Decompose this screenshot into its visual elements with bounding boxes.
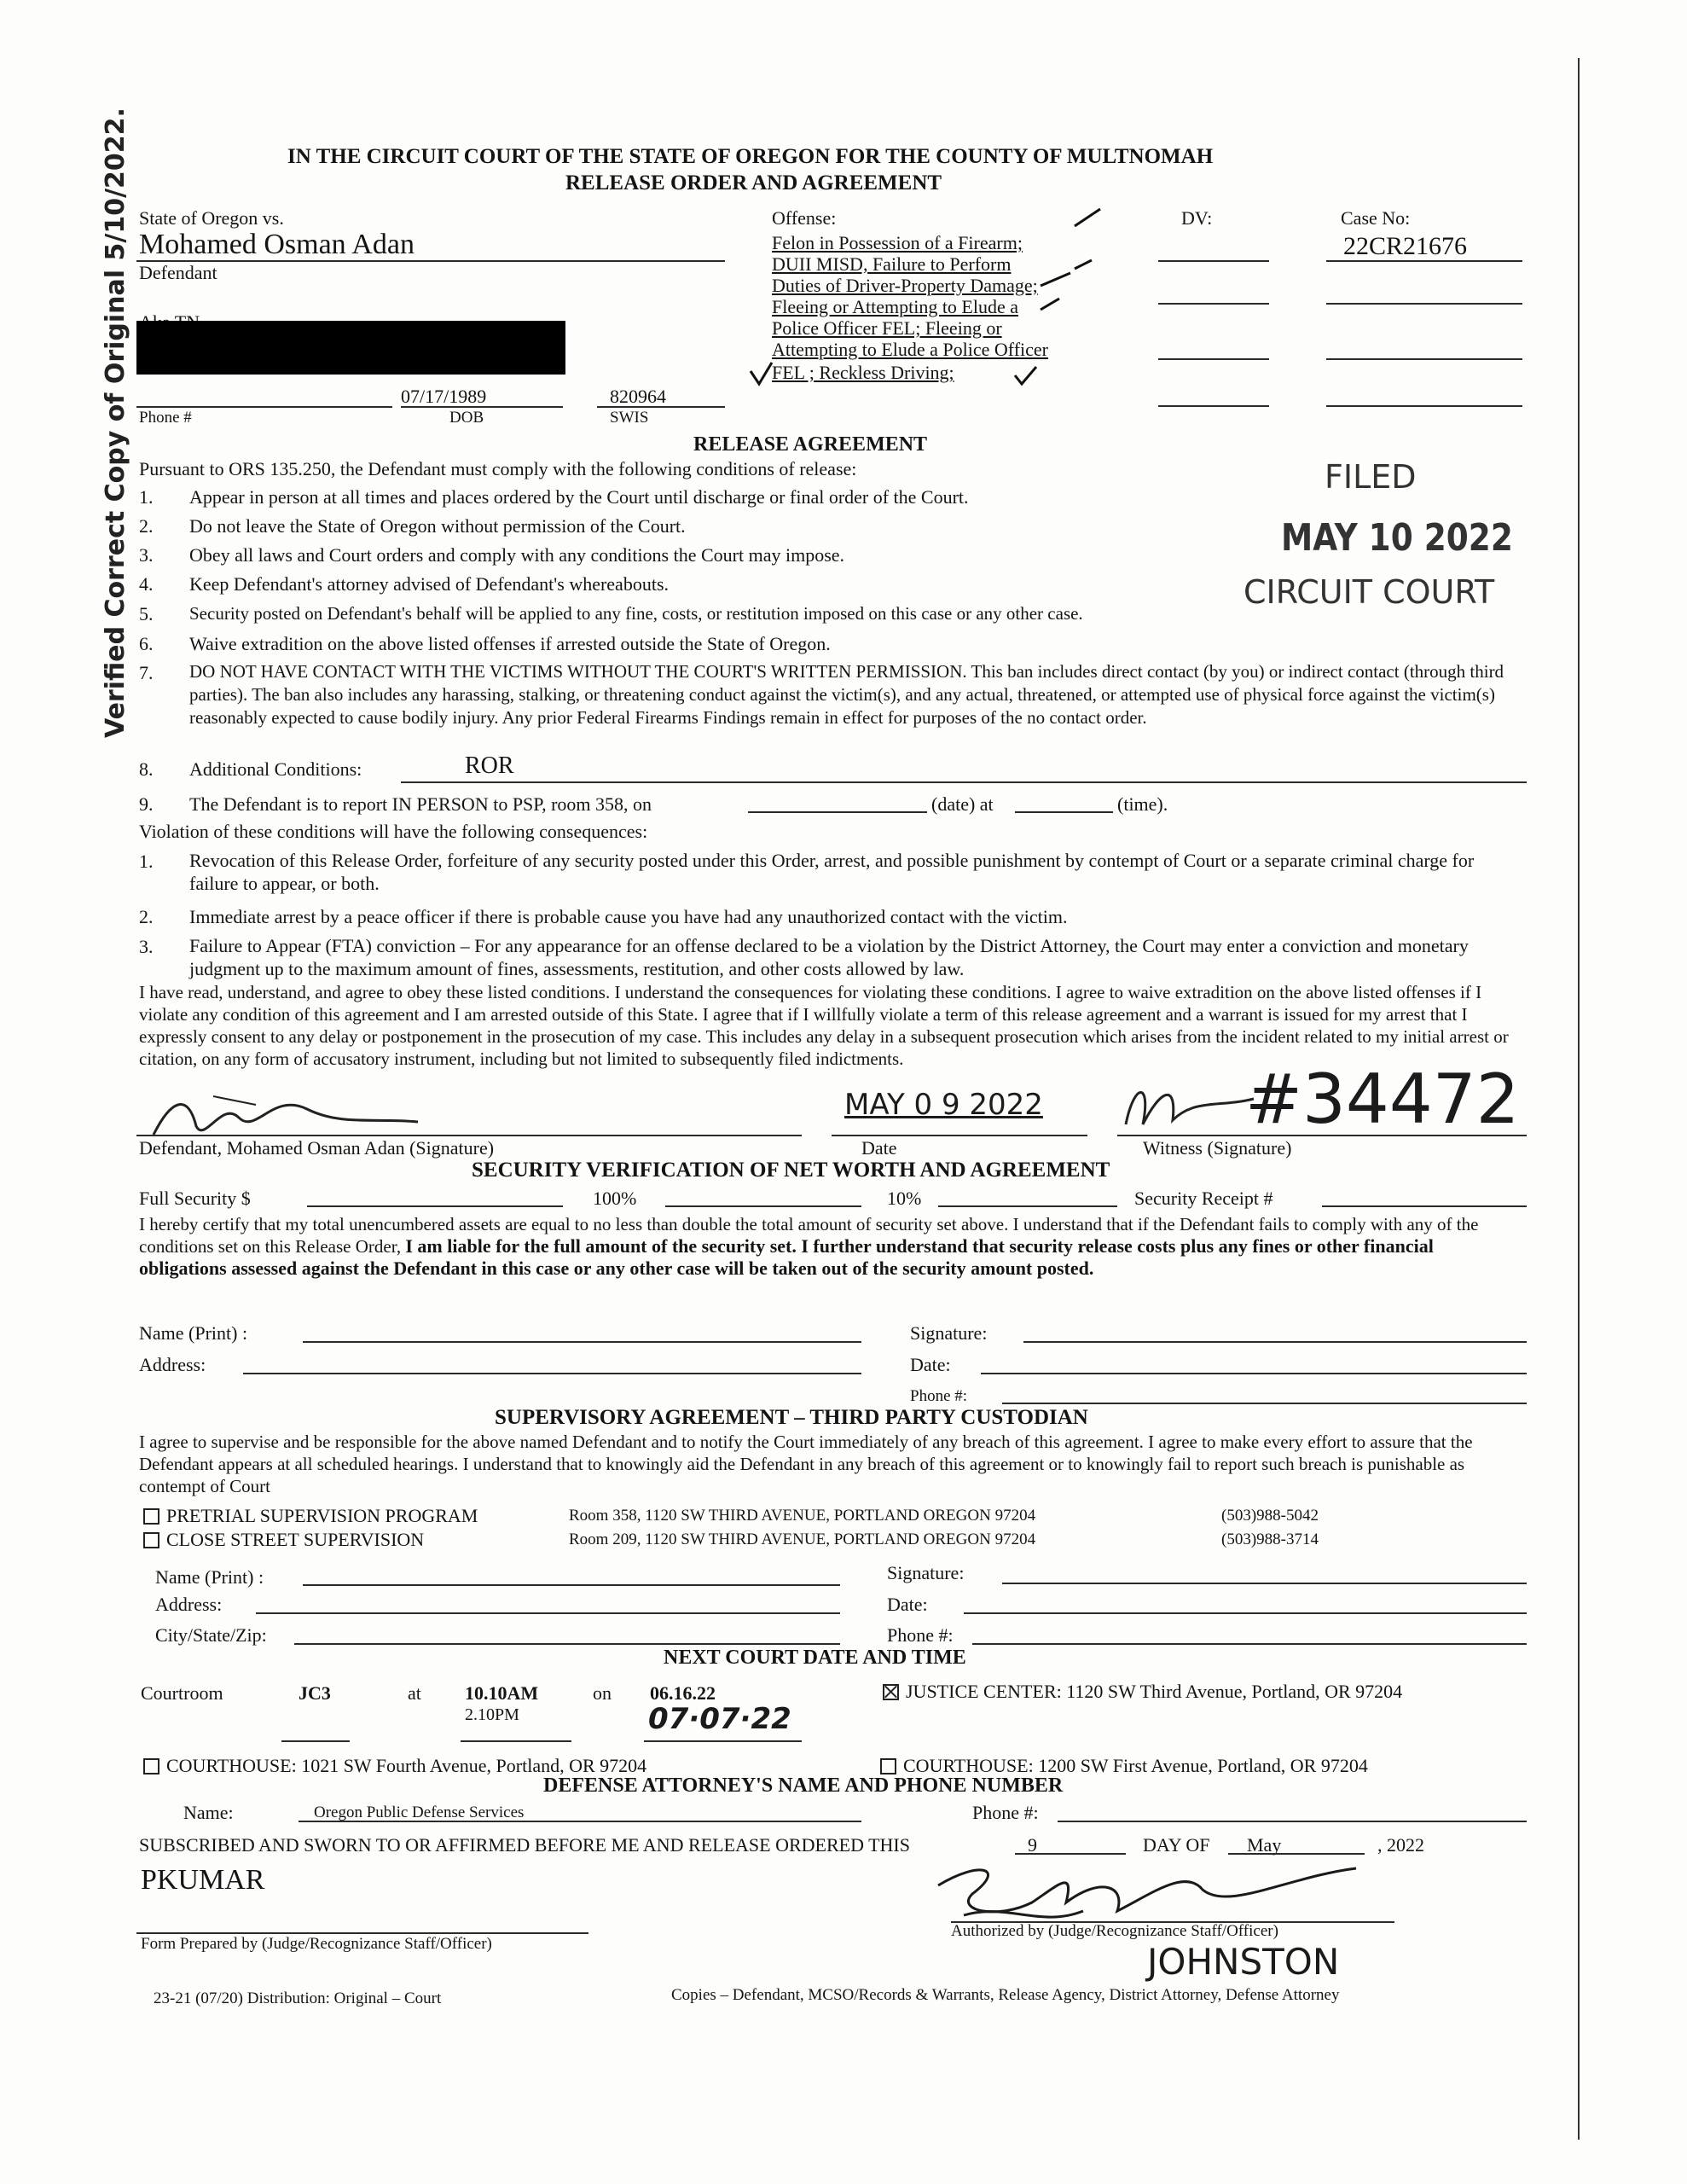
security-phone-label: Phone #: xyxy=(910,1387,968,1405)
consequence-item: Failure to Appear (FTA) conviction – For any appearance for an offense declared to be a violation by the District Attorney, the Court may enter a conviction and monetary judgment up to the maximum amount of fines, assessments, restitution, and other costs allowed by law. xyxy=(189,935,1469,979)
close-street-checkbox[interactable] xyxy=(143,1532,159,1548)
court-time-2: 2.10PM xyxy=(465,1705,519,1724)
justice-center-checkbox[interactable] xyxy=(883,1684,899,1700)
security-signature-label: Signature: xyxy=(910,1322,988,1344)
case-no-label: Case No: xyxy=(1341,207,1411,229)
consequence-item: Immediate arrest by a peace officer if there is probable cause you have had any unauthorized contact with the victim. xyxy=(189,906,1068,927)
offense-line: Felon in Possession of a Firearm; xyxy=(772,232,1023,253)
authorized-by-label: Authorized by (Judge/Recognizance Staff/Officer) xyxy=(951,1922,1278,1940)
defendant-sign-date: MAY 0 9 2022 xyxy=(844,1088,1043,1122)
prepared-by-name: PKUMAR xyxy=(141,1864,265,1896)
supervisory-text: I agree to supervise and be responsible for the above named Defendant and to notify the Court immediately of any breach of this agreement. I agree to make every effort to assure that the Defendant appears at all scheduled hearings. I understand that to knowingly aid the Defendant in any breach of this agreement or to knowingly fail to report such breach is punishable as contempt of Court xyxy=(139,1432,1473,1496)
filed-stamp-label: FILED xyxy=(1325,458,1417,496)
justice-center-option[interactable] xyxy=(883,1681,1402,1703)
condition-item: Waive extradition on the above listed offenses if arrested outside the State of Oregon. xyxy=(189,633,831,654)
violation-intro: Violation of these conditions will have the following consequences: xyxy=(139,821,648,842)
at-label: at xyxy=(408,1682,421,1704)
condition-item: Security posted on Defendant's behalf will be applied to any fine, costs, or restitution imposed on this case or any other case. xyxy=(189,603,1083,624)
justice-center-address: JUSTICE CENTER: 1120 SW Third Avenue, Portland, OR 97204 xyxy=(906,1681,1403,1702)
program-option-close-street[interactable] xyxy=(143,1529,424,1551)
copies-distribution: Copies – Defendant, MCSO/Records & Warrants, Release Agency, District Attorney, Defense Attorney xyxy=(671,1986,1340,2004)
checkmark-annotations xyxy=(733,200,1126,397)
security-100-percent: 100% xyxy=(593,1188,637,1209)
filed-stamp-court: CIRCUIT COURT xyxy=(1244,573,1495,611)
court-title: IN THE CIRCUIT COURT OF THE STATE OF OREGON FOR THE COUNTY OF MULTNOMAH xyxy=(287,145,1214,168)
filed-stamp-date: MAY 10 2022 xyxy=(1281,516,1513,560)
custodian-name-label: Name (Print) : xyxy=(155,1566,264,1588)
prepared-by-label: Form Prepared by (Judge/Recognizance Staff/Officer) xyxy=(141,1935,492,1953)
court-date: 06.16.22 xyxy=(650,1682,716,1704)
document-title: RELEASE ORDER AND AGREEMENT xyxy=(565,171,942,195)
verified-copy-stamp: Verified Correct Copy of Original 5/10/2022. xyxy=(101,107,130,738)
additional-conditions-label: Additional Conditions: xyxy=(189,758,362,780)
release-intro: Pursuant to ORS 135.250, the Defendant must comply with the following conditions of release: xyxy=(139,458,857,479)
custodian-signature-label: Signature: xyxy=(887,1562,965,1583)
offense-line: Attempting to Elude a Police Officer xyxy=(772,339,1049,360)
courtroom-label: Courtroom xyxy=(141,1682,223,1704)
authorized-by-name: JOHNSTON xyxy=(1147,1941,1340,1983)
security-certification xyxy=(139,1213,1521,1280)
security-cert-text: I hereby certify that my total unencumbered assets are equal to no less than double the total amount of security set above. I understand that if the Defendant fails to comply with any of the conditions set on this Release Order, xyxy=(139,1214,1479,1257)
program-phone: (503)988-5042 xyxy=(1221,1507,1319,1525)
dob-label: DOB xyxy=(449,409,484,427)
sworn-day-of: DAY OF xyxy=(1143,1834,1210,1856)
witness-signature xyxy=(1109,1073,1262,1141)
offense-line: DUII MISD, Failure to Perform xyxy=(772,253,1012,275)
custodian-city-label: City/State/Zip: xyxy=(155,1624,267,1646)
case-number: 22CR21676 xyxy=(1343,232,1468,260)
report-instruction: The Defendant is to report IN PERSON to PSP, room 358, on xyxy=(189,793,652,815)
page-edge-line xyxy=(1578,58,1580,2140)
condition-item: Obey all laws and Court orders and comply with any conditions the Court may impose. xyxy=(189,544,845,566)
sworn-day: 9 xyxy=(1028,1834,1037,1856)
defendant-label: Defendant xyxy=(139,262,217,283)
no-contact-condition: DO NOT HAVE CONTACT WITH THE VICTIMS WITHOUT THE COURT'S WRITTEN PERMISSION. This ban includes direct contact (by you) or indirect contact (through third parties). The ban also includes any harassing, stalking, or threatening conduct against the victim(s), and any actual, threatened, or attempted use of physical force against the victim(s) reasonably expected to cause bodily injury. Any prior Federal Firearms Findings remain in effect for purposes of the no contact order. xyxy=(189,661,1504,728)
offense-line: Fleeing or Attempting to Elude a xyxy=(772,296,1019,317)
pretrial-checkbox[interactable] xyxy=(143,1508,159,1525)
dob-value: 07/17/1989 xyxy=(401,386,487,407)
sign-date-label: Date xyxy=(861,1137,897,1159)
handwritten-court-date: 07·07·22 xyxy=(648,1702,791,1736)
program-room: Room 209, 1120 SW THIRD AVENUE, PORTLAND OREGON 97204 xyxy=(569,1531,1036,1548)
dv-label: DV: xyxy=(1181,207,1213,229)
courthouse-first-address: COURTHOUSE: 1200 SW First Avenue, Portland, OR 97204 xyxy=(903,1755,1368,1776)
witness-number: #34472 xyxy=(1245,1060,1520,1139)
program-option-pretrial[interactable] xyxy=(143,1505,478,1527)
swis-label: SWIS xyxy=(610,409,649,427)
report-date-label: (date) at xyxy=(931,793,994,815)
courthouse-fourth-checkbox[interactable] xyxy=(143,1758,159,1774)
courthouse-first-checkbox[interactable] xyxy=(880,1758,896,1774)
form-id: 23-21 (07/20) Distribution: Original – Court xyxy=(154,1989,442,2007)
program-room: Room 358, 1120 SW THIRD AVENUE, PORTLAND OREGON 97204 xyxy=(569,1507,1036,1525)
security-receipt-label: Security Receipt # xyxy=(1134,1188,1273,1209)
sworn-year: , 2022 xyxy=(1377,1834,1424,1856)
swis-value: 820964 xyxy=(610,386,666,407)
witness-label: Witness (Signature) xyxy=(1143,1137,1292,1159)
court-time-1: 10.10AM xyxy=(465,1682,539,1704)
security-cert-bold: I am liable for the full amount of the security set. I further understand that security release costs plus any fines or other financial obligations assessed against the Defendant in this case or any other case will be taken out of the security amount posted. xyxy=(139,1235,1434,1279)
state-label: State of Oregon vs. xyxy=(139,207,284,229)
custodian-phone-label: Phone #: xyxy=(887,1624,954,1646)
supervisory-heading: SUPERVISORY AGREEMENT – THIRD PARTY CUSTODIAN xyxy=(495,1406,1088,1429)
additional-conditions-value: ROR xyxy=(465,752,514,779)
defendant-name: Mohamed Osman Adan xyxy=(139,229,415,260)
defendant-signature-label: Defendant, Mohamed Osman Adan (Signature) xyxy=(139,1137,495,1159)
courtroom-value: JC3 xyxy=(299,1682,331,1704)
security-name-label: Name (Print) : xyxy=(139,1322,248,1344)
security-date-label: Date: xyxy=(910,1354,951,1375)
acknowledgment-paragraph: I have read, understand, and agree to obey these listed conditions. I understand the consequences for violating these conditions. I agree to waive extradition on the above listed offenses if I violate any condition of this agreement and I am arrested outside of this State. I agree that if I willfully violate a term of this release agreement and a warrant is issued for my arrest that I expressly consent to any delay or postponement in the prosecution of my case. This includes any delay in a subsequent prosecution which arises from the incident related to my initial arrest or citation, on any form of accusatory instrument, including but not limited to subsequently filed indictments. xyxy=(139,982,1509,1069)
full-security-label: Full Security $ xyxy=(139,1188,251,1209)
offense-label: Offense: xyxy=(772,207,837,229)
attorney-name-value: Oregon Public Defense Services xyxy=(314,1804,525,1821)
security-heading: SECURITY VERIFICATION OF NET WORTH AND AGREEMENT xyxy=(472,1159,1110,1182)
offense-line: Duties of Driver-Property Damage; xyxy=(772,275,1038,296)
condition-item: Do not leave the State of Oregon without permission of the Court. xyxy=(189,515,686,537)
sworn-statement: SUBSCRIBED AND SWORN TO OR AFFIRMED BEFORE ME AND RELEASE ORDERED THIS xyxy=(139,1834,910,1856)
phone-label: Phone # xyxy=(139,409,192,427)
release-agreement-heading: RELEASE AGREEMENT xyxy=(693,433,928,456)
program-name: CLOSE STREET SUPERVISION xyxy=(166,1529,425,1550)
offense-line: Police Officer FEL; Fleeing or xyxy=(772,317,1002,339)
courthouse-fourth-address: COURTHOUSE: 1021 SW Fourth Avenue, Portland, OR 97204 xyxy=(166,1755,647,1776)
on-label: on xyxy=(593,1682,612,1704)
program-name: PRETRIAL SUPERVISION PROGRAM xyxy=(166,1505,478,1526)
program-phone: (503)988-3714 xyxy=(1221,1531,1319,1548)
custodian-date-label: Date: xyxy=(887,1594,928,1615)
attorney-name-label: Name: xyxy=(183,1802,234,1823)
condition-item: Appear in person at all times and places ordered by the Court until discharge or final order of the Court. xyxy=(189,486,969,508)
security-address-label: Address: xyxy=(139,1354,206,1375)
consequence-item: Revocation of this Release Order, forfeiture of any security posted under this Order, arrest, and possible punishment by contempt of Court or a separate criminal charge for failure to appear, or both. xyxy=(189,850,1475,894)
offense-line: FEL ; Reckless Driving; xyxy=(772,362,954,383)
defense-attorney-heading: DEFENSE ATTORNEY'S NAME AND PHONE NUMBER xyxy=(543,1774,1064,1797)
report-time-label: (time). xyxy=(1117,793,1168,815)
redaction-block xyxy=(136,321,565,375)
next-court-heading: NEXT COURT DATE AND TIME xyxy=(664,1647,966,1669)
attorney-phone-label: Phone #: xyxy=(972,1802,1039,1823)
condition-item: Keep Defendant's attorney advised of Defendant's whereabouts. xyxy=(189,573,669,595)
sworn-month: May xyxy=(1247,1834,1282,1856)
security-10-percent: 10% xyxy=(887,1188,922,1209)
custodian-address-label: Address: xyxy=(155,1594,223,1615)
